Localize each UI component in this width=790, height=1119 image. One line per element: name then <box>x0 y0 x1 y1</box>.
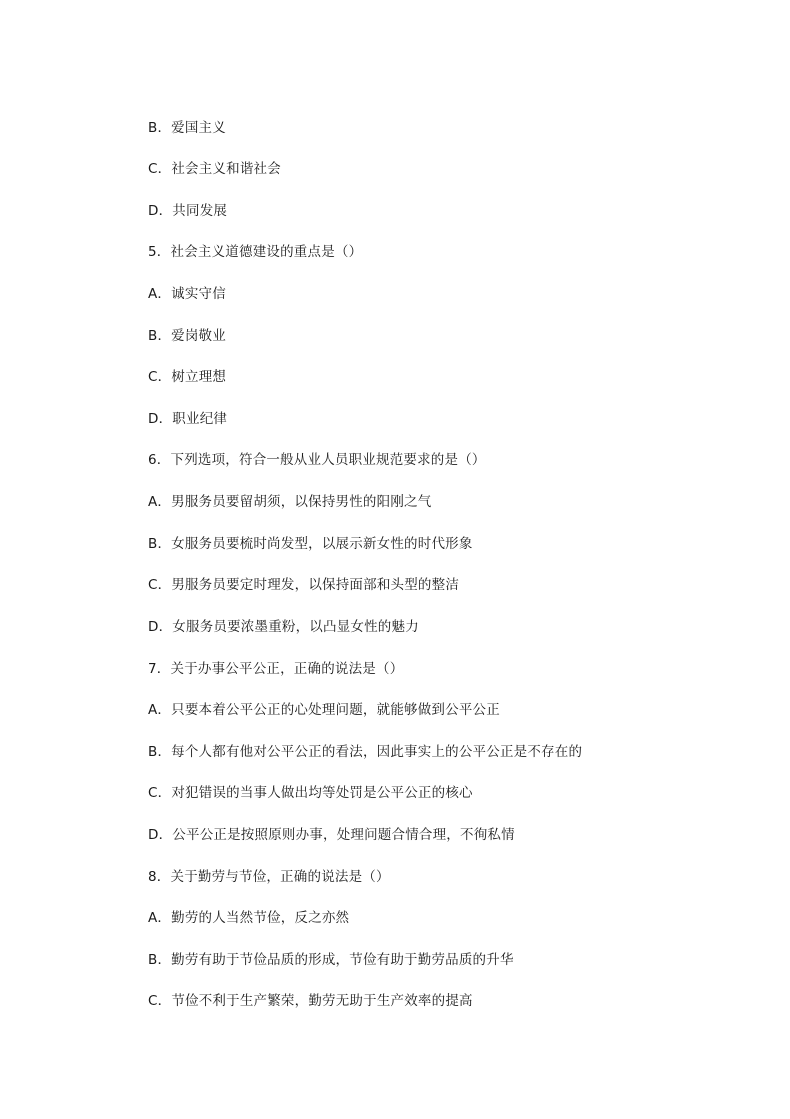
question-8: 8．关于勤劳与节俭，正确的说法是（） <box>148 869 390 885</box>
option-c-q4: C．社会主义和谐社会 <box>148 161 281 177</box>
option-c-q5: C．树立理想 <box>148 369 227 385</box>
option-b-q5: B．爱岗敬业 <box>148 328 226 344</box>
option-a-q8: A．勤劳的人当然节俭，反之亦然 <box>148 910 350 926</box>
option-b-q6: B．女服务员要梳时尚发型，以展示新女性的时代形象 <box>148 536 473 552</box>
question-5: 5．社会主义道德建设的重点是（） <box>148 244 363 260</box>
option-c-q6: C．男服务员要定时理发，以保持面部和头型的整洁 <box>148 577 460 593</box>
option-b-q7: B．每个人都有他对公平公正的看法，因此事实上的公平公正是不存在的 <box>148 744 583 760</box>
option-c-q8: C．节俭不利于生产繁荣，勤劳无助于生产效率的提高 <box>148 993 473 1009</box>
option-a-q7: A．只要本着公平公正的心处理问题，就能够做到公平公正 <box>148 702 500 718</box>
question-7: 7．关于办事公平公正，正确的说法是（） <box>148 661 404 677</box>
option-d-q4: D．共同发展 <box>148 203 228 219</box>
option-a-q5: A．诚实守信 <box>148 286 226 302</box>
option-d-q6: D．女服务员要浓墨重粉，以凸显女性的魅力 <box>148 619 419 635</box>
option-a-q6: A．男服务员要留胡须，以保持男性的阳刚之气 <box>148 494 432 510</box>
option-d-q5: D．职业纪律 <box>148 411 228 427</box>
question-6: 6．下列选项，符合一般从业人员职业规范要求的是（） <box>148 452 486 468</box>
option-d-q7: D．公平公正是按照原则办事，处理问题合情合理，不徇私情 <box>148 827 515 843</box>
option-b-q8: B．勤劳有助于节俭品质的形成，节俭有助于勤劳品质的升华 <box>148 952 514 968</box>
option-c-q7: C．对犯错误的当事人做出均等处罚是公平公正的核心 <box>148 785 473 801</box>
option-b-q4: B．爱国主义 <box>148 120 226 136</box>
